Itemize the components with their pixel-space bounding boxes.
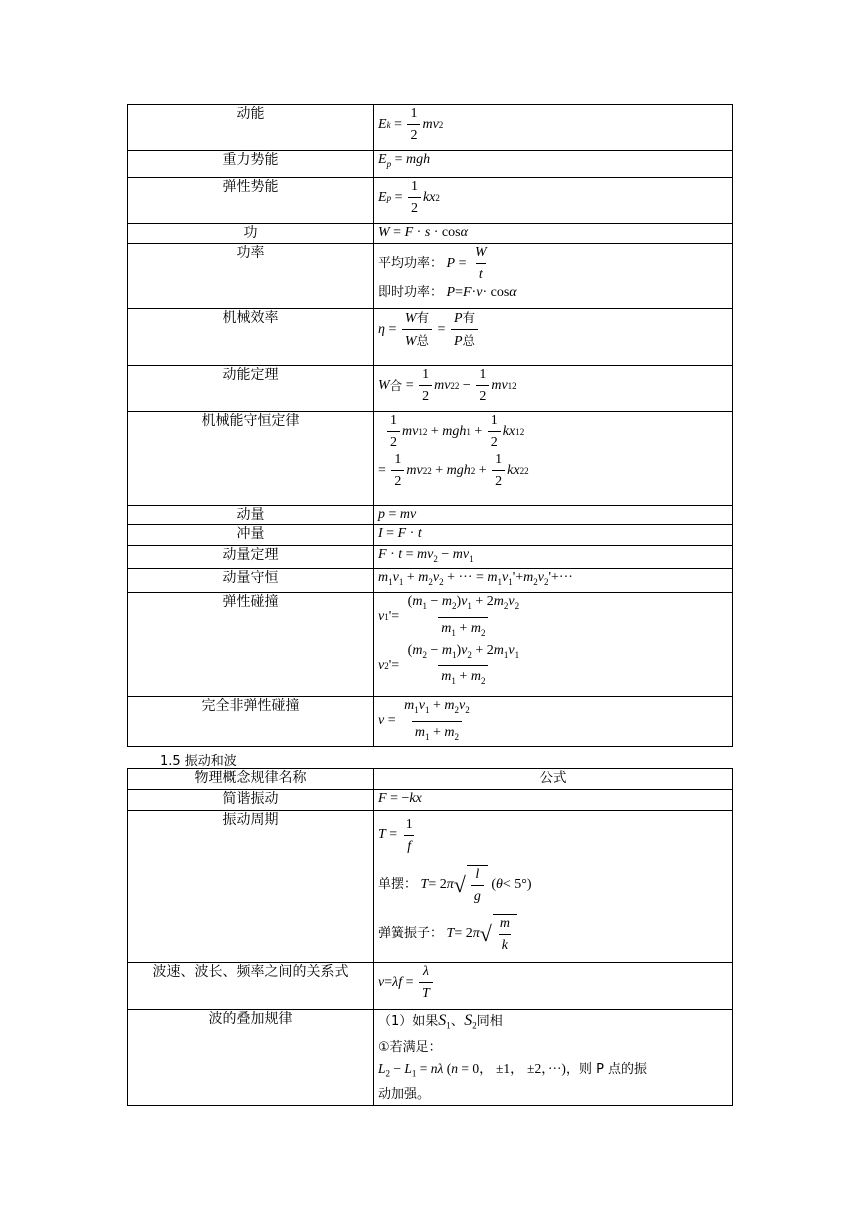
formula-impulse: I = F · t: [374, 525, 733, 546]
formula-kinetic-theorem: W 合 = $\frac{1}{2}$ mv 2 2 − $\frac{1}{2}$ mv 1 2: [374, 366, 733, 412]
power-avg-label: 平均功率：: [378, 255, 444, 271]
vibration-table: [127, 768, 733, 1106]
row-name-energy-conservation: 机械能守恒定律: [128, 412, 374, 506]
formula-momentum-conservation: $m_1v_1 + m_2v_2$ + ··· = $m_1v_1'+m_2v_2'+\cdot\cdot\cdot$: [374, 569, 733, 593]
row-name-inelastic-collision: 完全非弹性碰撞: [128, 697, 374, 747]
row-name-shm: 简谐振动: [128, 790, 374, 811]
formula-period: T = $\frac{1}{f}$ 单摆： T = 2 π √ $\frac{l}{g}$ ( θ < 5°) 弹簧振子： T = 2 π √ $\frac{m}{k}$: [374, 811, 733, 963]
header-formula: 公式: [374, 769, 733, 790]
mechanics-table: [127, 104, 733, 747]
row-name-work: 功: [128, 224, 374, 244]
formula-efficiency: η = $\frac{\text{W有}}{\text{W总}}$ = $\frac{\text{P有}}{\text{P总}}$: [374, 309, 733, 366]
formula-wave-speed: v = λf = $\frac{\lambda}{T}$: [374, 963, 733, 1010]
row-name-momentum-conservation: 动量守恒: [128, 569, 374, 593]
header-name: 物理概念规律名称: [128, 769, 374, 790]
formula-elastic-collision: v 1 '= $\frac{(m_1 - m_2)v_1 + 2m_2v_2}{m_1 + m_2}$ v 2 '= $\frac{(m_2 - m_1)v_2 + 2m_1v_1}{m_1 + m_2}$: [374, 593, 733, 697]
section-title: 1.5 振动和波: [160, 754, 237, 769]
row-name-momentum: 动量: [128, 506, 374, 525]
row-name-elastic-collision: 弹性碰撞: [128, 593, 374, 697]
formula-shm: F = −kx: [374, 790, 733, 811]
row-name-wave-speed: 波速、波长、频率之间的关系式: [128, 963, 374, 1010]
formula-energy-conservation: $\frac{1}{2}$ mv 1 2 + mgh 1 + $\frac{1}{2}$ kx 1 2 = $\frac{1}{2}$ mv 2 2 + mgh 2 + $\frac{1}{2}$ kx 2 2: [374, 412, 733, 506]
row-name-superposition: 波的叠加规律: [128, 1010, 374, 1106]
formula-gravity-pe: $E_p$ = mgh: [374, 151, 733, 178]
formula-elastic-pe: E p = $\frac{1}{2}$ kx 2: [374, 178, 733, 224]
formula-work: W = F · s · cosα: [374, 224, 733, 244]
formula-power: 平均功率： P = $\frac{W}{t}$ 即时功率： P = F · v · cos α: [374, 244, 733, 309]
formula-kinetic-energy: E k = $\frac{1}{2}$ mv 2: [374, 105, 733, 151]
row-name-power: 功率: [128, 244, 374, 309]
formula-inelastic-collision: v = $\frac{m_1v_1 + m_2v_2}{m_1 + m_2}$: [374, 697, 733, 747]
row-name-period: 振动周期: [128, 811, 374, 963]
power-inst-label: 即时功率：: [378, 285, 444, 300]
row-name-kinetic-theorem: 动能定理: [128, 366, 374, 412]
formula-momentum: p = mv: [374, 506, 733, 525]
row-name-elastic-pe: 弹性势能: [128, 178, 374, 224]
pendulum-label: 单摆：: [378, 877, 418, 892]
row-name-impulse: 冲量: [128, 525, 374, 546]
formula-momentum-theorem: $F \cdot t = mv_2 - mv_1$: [374, 546, 733, 569]
row-name-gravity-pe: 重力势能: [128, 151, 374, 178]
spring-label: 弹簧振子：: [378, 926, 444, 941]
row-name-kinetic-energy: 动能: [128, 105, 374, 151]
formula-superposition: （1）如果$S_1$、$S_2$同相 ①若满足： $L_2 - L_1 = n\lambda$ (n = 0， ±1， ±2，···)，则 P 点的振 动加强。: [374, 1010, 733, 1106]
row-name-momentum-theorem: 动量定理: [128, 546, 374, 569]
row-name-efficiency: 机械效率: [128, 309, 374, 366]
